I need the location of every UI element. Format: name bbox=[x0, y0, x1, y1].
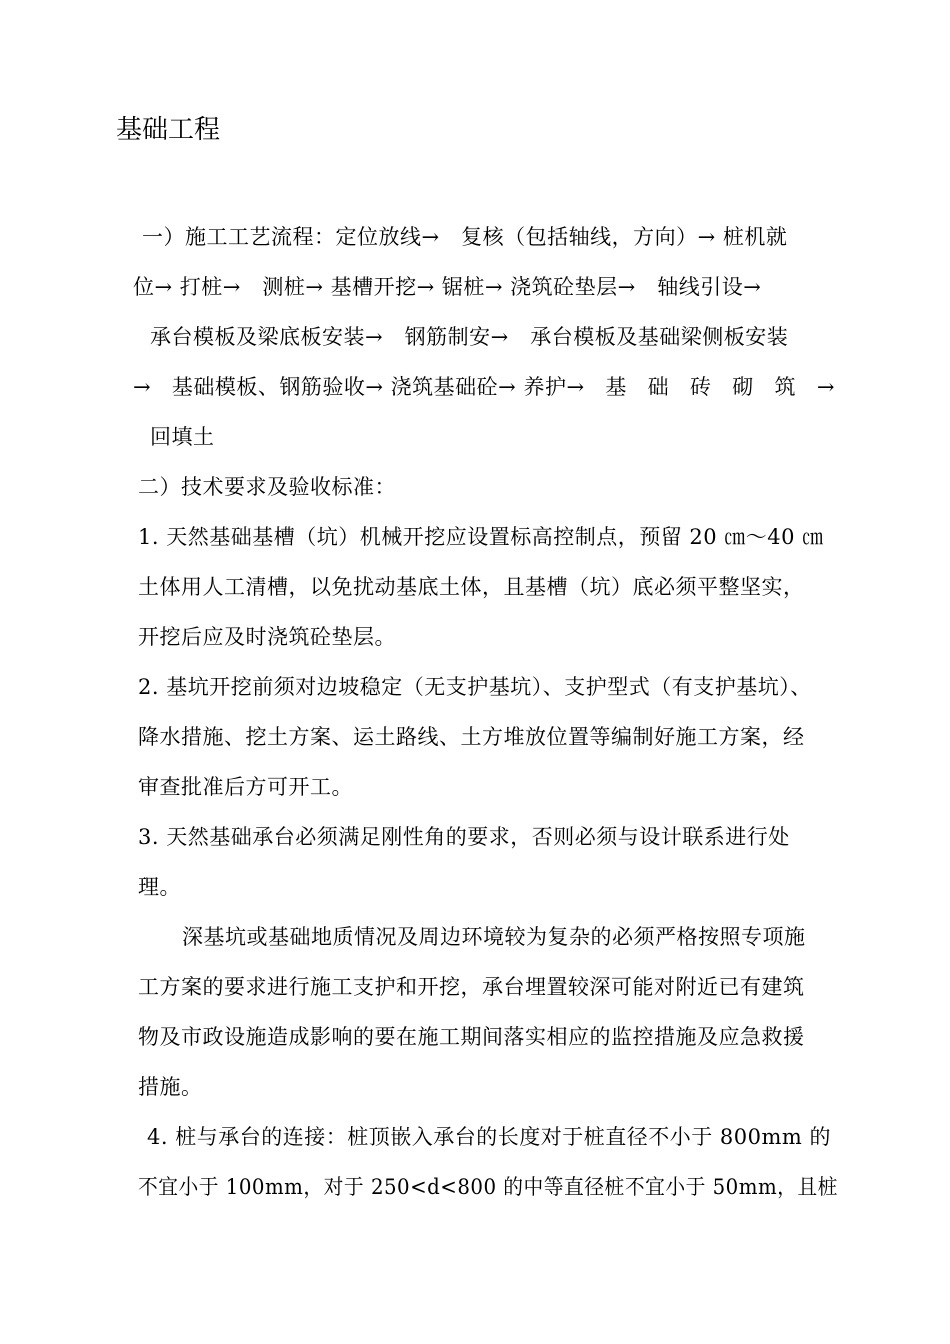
process-line-1: 一）施工工艺流程：定位放线→ 复核（包括轴线，方向）→ 桩机就 bbox=[142, 225, 788, 249]
process-char: 砌 bbox=[732, 375, 754, 399]
item-2-line: 审查批准后方可开工。 bbox=[138, 775, 353, 799]
item-2-line: 降水措施、挖土方案、运土路线、土方堆放位置等编制好施工方案，经 bbox=[138, 725, 805, 749]
process-line-2: 位→ 打桩→ 测桩→ 基槽开挖→ 锯桩→ 浇筑砼垫层→ 轴线引设→ bbox=[133, 275, 762, 299]
paragraph-line: 工方案的要求进行施工支护和开挖，承台埋置较深可能对附近已有建筑 bbox=[138, 975, 805, 999]
process-char: 砖 bbox=[689, 375, 712, 399]
paragraph-line: 深基坑或基础地质情况及周边环境较为复杂的必须严格按照专项施 bbox=[182, 925, 806, 949]
item-1-line: 开挖后应及时浇筑砼垫层。 bbox=[138, 625, 396, 649]
item-4-line: 不宜小于 100mm，对于 250<d<800 的中等直径桩不宜小于 50mm，且桩 bbox=[138, 1175, 838, 1199]
item-3-line: 3. 天然基础承台必须满足刚性角的要求，否则必须与设计联系进行处 bbox=[138, 825, 790, 849]
paragraph-line: 措施。 bbox=[138, 1075, 203, 1099]
page-title: 基础工程 bbox=[116, 115, 221, 145]
item-2-line: 2. 基坑开挖前须对边坡稳定（无支护基坑）、支护型式（有支护基坑）、 bbox=[138, 675, 812, 699]
arrow-glyph: → bbox=[816, 375, 835, 399]
item-3-line: 理。 bbox=[138, 875, 181, 899]
process-line-4 bbox=[133, 372, 835, 402]
process-char: 筑 bbox=[774, 375, 797, 399]
tech-heading: 二）技术要求及验收标准： bbox=[138, 475, 396, 499]
arrow-glyph: → bbox=[133, 375, 152, 399]
process-char: 基 bbox=[605, 375, 627, 399]
item-4-line: 4. 桩与承台的连接：桩顶嵌入承台的长度对于桩直径不小于 800mm 的 bbox=[147, 1125, 831, 1149]
process-char: 础 bbox=[647, 375, 670, 399]
paragraph-line: 物及市政设施造成影响的要在施工期间落实相应的监控措施及应急救援 bbox=[138, 1025, 805, 1049]
process-line-3: 承台模板及梁底板安装→ 钢筋制安→ 承台模板及基础梁侧板安装 bbox=[150, 325, 789, 349]
item-1-line: 土体用人工清槽，以免扰动基底土体，且基槽（坑）底必须平整坚实， bbox=[138, 575, 805, 599]
item-1-line: 1. 天然基础基槽（坑）机械开挖应设置标高控制点，预留 20 ㎝～40 ㎝ bbox=[138, 525, 824, 549]
process-line-5: 回填土 bbox=[150, 425, 215, 449]
process-segment: 基础模板、钢筋验收→ 浇筑基础砼→ 养护→ bbox=[171, 375, 585, 399]
